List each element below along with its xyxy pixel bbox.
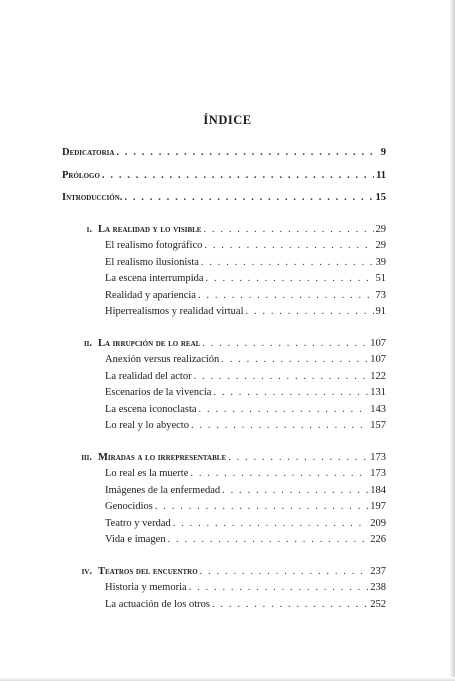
- toc-entry-label: Vida e imagen: [105, 534, 166, 545]
- toc-entry-label: La actuación de los otros: [105, 598, 210, 610]
- toc-entry-label: Escenarios de la vivencia: [105, 387, 212, 398]
- toc-page-number: 11: [376, 169, 386, 181]
- toc-subentry: [62, 418, 386, 435]
- dot-leader: [228, 450, 368, 467]
- dot-leader: [124, 190, 373, 207]
- toc-entry-label: Genocidios: [105, 501, 153, 512]
- toc-entry-label: La escena interrumpida: [105, 273, 204, 284]
- toc-entry-label: La realidad del actor: [105, 370, 192, 382]
- dot-leader: [155, 499, 368, 516]
- toc-page-number: 39: [375, 256, 386, 268]
- page-bottom-shadow: [0, 677, 455, 681]
- chapter-title: Teatros del encuentro: [98, 565, 198, 577]
- toc-page-number: 131: [370, 387, 386, 398]
- toc-entry-label: La escena iconoclasta: [105, 403, 197, 415]
- toc-page-number: 29: [375, 223, 386, 235]
- toc-page-number: 238: [370, 582, 386, 593]
- toc-subentry: [62, 483, 386, 500]
- dot-leader: [116, 145, 378, 162]
- toc-subentry: [62, 516, 386, 533]
- toc-page-number: 157: [370, 420, 386, 431]
- toc-page-number: 226: [370, 534, 386, 545]
- dot-leader: [202, 336, 368, 353]
- dot-leader: [194, 369, 369, 386]
- toc-page-number: 51: [375, 273, 386, 284]
- toc-entry-label: Dedicatoria: [62, 147, 115, 158]
- toc-page-number: 107: [370, 354, 386, 365]
- chapter-title: Miradas a lo irrepresentable: [98, 451, 227, 463]
- toc-subentry: [62, 352, 386, 369]
- toc-chapter-3: [62, 450, 386, 467]
- chapter-number: i.: [86, 223, 92, 235]
- dot-leader: [222, 483, 368, 500]
- toc-page-number: 107: [370, 337, 386, 349]
- toc-subentry: [62, 369, 386, 386]
- toc-subentry: [62, 271, 386, 288]
- toc-page-number: 143: [370, 403, 386, 415]
- chapter-title: La irrupción de lo real: [98, 337, 201, 349]
- dot-leader: [213, 385, 368, 402]
- dot-leader: [200, 564, 369, 581]
- toc-entry-label: El realismo fotográfico: [105, 240, 203, 251]
- toc-subentry: [62, 580, 386, 597]
- table-of-contents: [62, 145, 386, 613]
- toc-subentry: [62, 288, 386, 305]
- dot-leader: [221, 352, 368, 369]
- dot-leader: [189, 580, 369, 597]
- dot-leader: [206, 271, 374, 288]
- chapter-title: La realidad y lo visible: [98, 223, 202, 235]
- toc-subentry: [62, 304, 386, 321]
- toc-entry-label: Imágenes de la enfermedad: [105, 484, 221, 496]
- toc-entry-label: Realidad y apariencia: [105, 289, 196, 301]
- toc-entry-label: Lo real y lo abyecto: [105, 420, 189, 431]
- dot-leader: [190, 466, 368, 483]
- dot-leader: [212, 597, 368, 614]
- dot-leader: [199, 402, 369, 419]
- toc-page-number: 197: [370, 501, 386, 512]
- toc-subentry: [62, 255, 386, 272]
- chapter-number: ii.: [83, 337, 92, 349]
- toc-chapter-2: [62, 336, 386, 353]
- index-title: ÍNDICE: [203, 113, 252, 127]
- toc-entry-label: Hiperrealismos y realidad virtual: [105, 306, 244, 317]
- dot-leader: [173, 516, 369, 533]
- toc-entry-prologo: [62, 168, 386, 185]
- toc-page-number: 73: [375, 289, 386, 301]
- dot-leader: [198, 288, 374, 305]
- dot-leader: [204, 238, 373, 255]
- dot-leader: [201, 255, 374, 272]
- toc-chapter-4: [62, 564, 386, 581]
- page-edge-shadow: [449, 0, 455, 681]
- dot-leader: [203, 222, 373, 239]
- toc-entry-label: Lo real es la muerte: [105, 468, 189, 479]
- toc-page-number: 15: [375, 192, 386, 203]
- dot-leader: [246, 304, 374, 321]
- toc-subentry: [62, 499, 386, 516]
- dot-leader: [102, 168, 374, 185]
- toc-page-number: 184: [370, 484, 386, 496]
- toc-subentry: [62, 238, 386, 255]
- toc-page-number: 252: [370, 598, 386, 610]
- toc-page-number: 173: [370, 451, 386, 463]
- toc-entry-label: El realismo ilusionista: [105, 256, 199, 268]
- toc-chapter-1: [62, 222, 386, 239]
- dot-leader: [168, 532, 369, 549]
- toc-page-number: 9: [380, 147, 386, 158]
- toc-page-number: 173: [370, 468, 386, 479]
- toc-entry-introduccion: [62, 190, 386, 207]
- toc-page-number: 122: [370, 370, 386, 382]
- toc-entry-label: Anexión versus realización: [105, 354, 220, 365]
- chapter-number: iv.: [81, 565, 92, 577]
- toc-entry-label: Historia y memoria: [105, 582, 187, 593]
- toc-subentry: [62, 402, 386, 419]
- toc-page-number: 91: [375, 306, 386, 317]
- toc-subentry: [62, 385, 386, 402]
- toc-subentry: [62, 597, 386, 614]
- toc-entry-dedicatoria: [62, 145, 386, 162]
- toc-entry-label: Introducción.: [62, 192, 123, 203]
- toc-subentry: [62, 532, 386, 549]
- toc-entry-label: Prólogo: [62, 169, 100, 181]
- toc-subentry: [62, 466, 386, 483]
- chapter-number: iii.: [81, 451, 92, 463]
- toc-entry-label: Teatro y verdad: [105, 517, 171, 529]
- toc-page-number: 29: [375, 240, 386, 251]
- toc-page-number: 237: [370, 565, 386, 577]
- dot-leader: [191, 418, 368, 435]
- toc-page-number: 209: [370, 517, 386, 529]
